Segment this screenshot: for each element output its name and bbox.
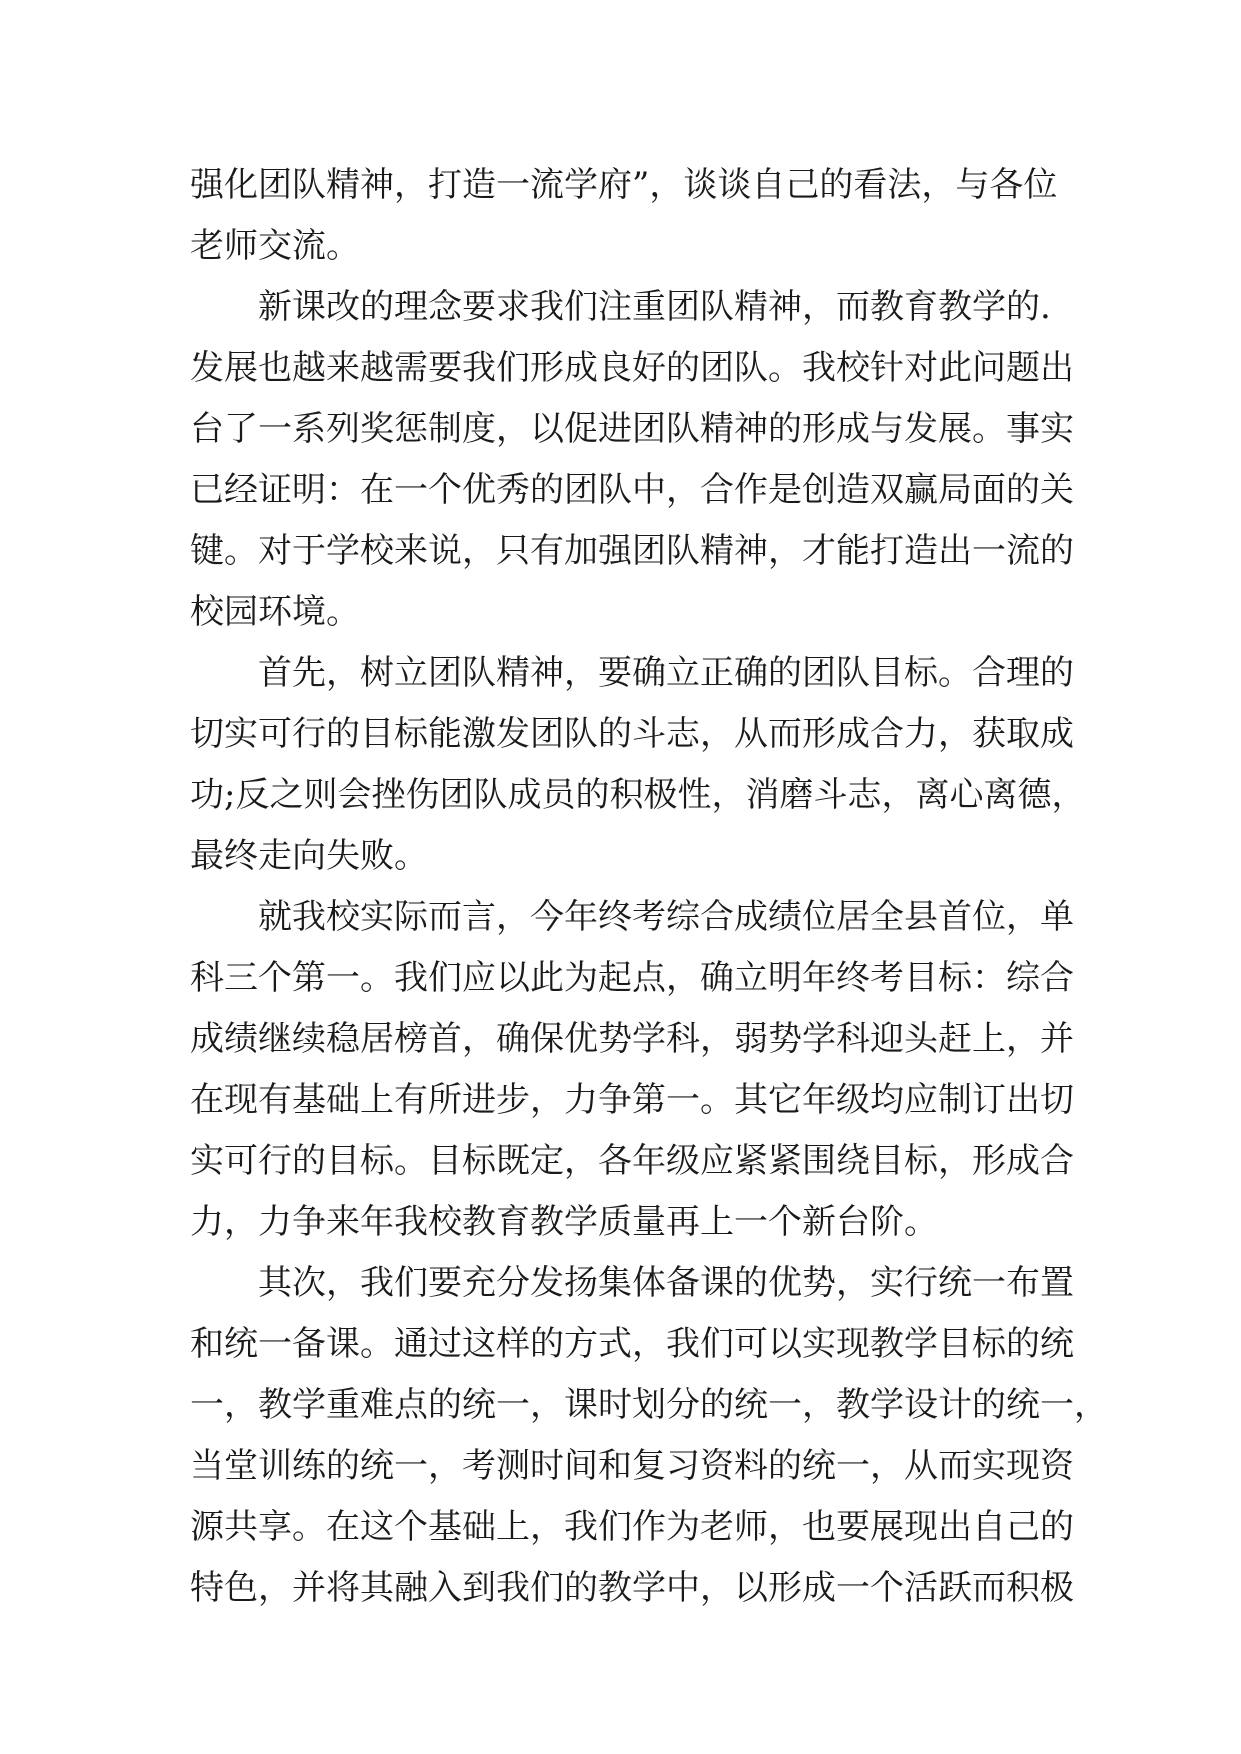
text-line: 切实可行的目标能激发团队的斗志，从而形成合力，获取成: [190, 714, 1074, 754]
text-line: 源共享。在这个基础上，我们作为老师，也要展现出自己的: [190, 1507, 1074, 1547]
text-line: 科三个第一。我们应以此为起点，确立明年终考目标：综合: [190, 958, 1074, 998]
text-line: 一，教学重难点的统一，课时划分的统一，教学设计的统一，: [190, 1385, 1108, 1425]
text-line: 已经证明：在一个优秀的团队中，合作是创造双赢局面的关: [190, 470, 1074, 510]
text-line: 强化团队精神，打造一流学府”，谈谈自己的看法，与各位: [190, 165, 1058, 205]
text-line: 台了一系列奖惩制度，以促进团队精神的形成与发展。事实: [190, 409, 1074, 449]
body-text: [190, 155, 1108, 1619]
text-line: 力，力争来年我校教育教学质量再上一个新台阶。: [190, 1202, 938, 1242]
paragraph-start-line: 新课改的理念要求我们注重团队精神，而教育教学的.: [258, 287, 1051, 327]
text-line: 校园环境。: [190, 592, 360, 632]
text-line: 特色，并将其融入到我们的教学中，以形成一个活跃而积极: [190, 1568, 1074, 1608]
text-line: 最终走向失败。: [190, 836, 428, 876]
text-line: 成绩继续稳居榜首，确保优势学科，弱势学科迎头赶上，并: [190, 1019, 1074, 1059]
text-line: 老师交流。: [190, 226, 360, 266]
paragraph-start-line: 就我校实际而言，今年终考综合成绩位居全县首位，单: [258, 897, 1074, 937]
text-line: 功;反之则会挫伤团队成员的积极性，消磨斗志，离心离德，: [190, 775, 1086, 815]
paragraph-start-line: 首先，树立团队精神，要确立正确的团队目标。合理的: [258, 653, 1074, 693]
text-line: 实可行的目标。目标既定，各年级应紧紧围绕目标，形成合: [190, 1141, 1074, 1181]
text-line: 和统一备课。通过这样的方式，我们可以实现教学目标的统: [190, 1324, 1074, 1364]
text-line: 键。对于学校来说，只有加强团队精神，才能打造出一流的: [190, 531, 1074, 571]
text-line: 在现有基础上有所进步，力争第一。其它年级均应制订出切: [190, 1080, 1074, 1120]
paragraph-start-line: 其次，我们要充分发扬集体备课的优势，实行统一布置: [258, 1263, 1074, 1303]
text-line: 当堂训练的统一，考测时间和复习资料的统一，从而实现资: [190, 1446, 1074, 1486]
text-line: 发展也越来越需要我们形成良好的团队。我校针对此问题出: [190, 348, 1074, 388]
